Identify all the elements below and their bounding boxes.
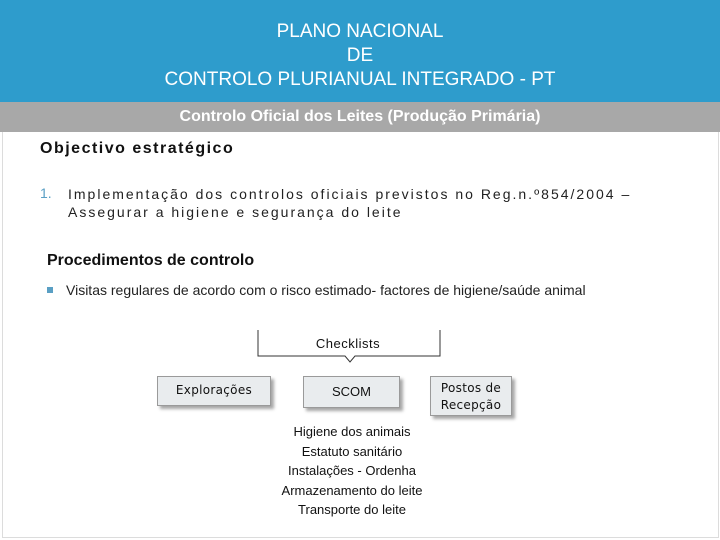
procedures-heading: Procedimentos de controlo: [47, 252, 255, 269]
scom-criterion: Armazenamento do leite: [281, 482, 423, 498]
slide-subtitle: Controlo Oficial dos Leites (Produção Primária): [0, 102, 720, 132]
checklists-label: Checklists: [315, 336, 381, 351]
scom-criterion: Transporte do leite: [298, 502, 406, 517]
objective-item-text: Implementação dos controlos oficiais previstos no Reg.n.º854/2004 – Assegurar a higiene e segurança do leite: [68, 186, 632, 220]
scom-box: SCOM: [303, 376, 400, 408]
objective-item-number: 1.: [40, 185, 52, 201]
exploracoes-box: Explorações: [157, 376, 271, 406]
scom-criterion: Estatuto sanitário: [301, 443, 403, 459]
scom-criterion: Instalações - Ordenha: [288, 463, 416, 478]
objective-heading: Objectivo estratégico: [40, 140, 235, 157]
slide-title: PLANO NACIONAL DE CONTROLO PLURIANUAL INTEGRADO - PT: [164, 21, 556, 90]
postos-recepcao-box: Postos de Recepção: [430, 376, 512, 416]
scom-criterion: Higiene dos animais: [293, 424, 411, 439]
scom-criteria-list: [262, 422, 442, 520]
procedures-bullet: Visitas regulares de acordo com o risco estimado- factores de higiene/saúde animal: [66, 282, 586, 298]
